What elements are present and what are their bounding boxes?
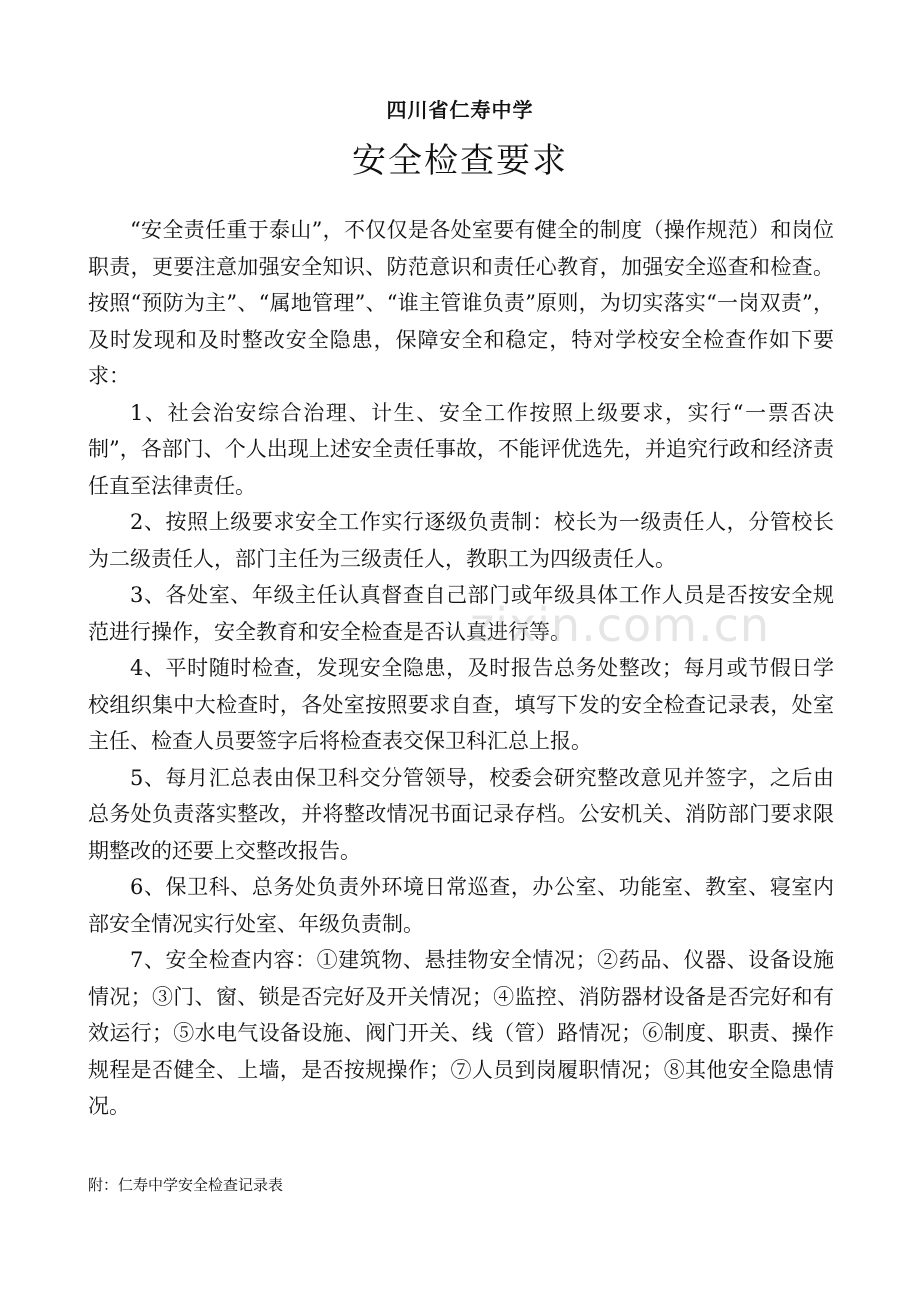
- document-title: 安全检查要求: [352, 141, 568, 181]
- requirement-item-4: 4、平时随时检查，发现安全隐患，及时报告总务处整改；每月或节假日学校组织集中大检查时，各处室按照要求自查，填写下发的安全检查记录表，处室主任、检查人员要签字后将检查表交保卫科汇总上报。: [88, 656, 834, 753]
- school-name: 四川省仁寿中学: [386, 98, 534, 122]
- document-body: [88, 212, 834, 1125]
- requirement-item-2: 2、按照上级要求安全工作实行逐级负责制：校长为一级责任人，分管校长为二级责任人，部门主任为三级责任人，教职工为四级责任人。: [88, 510, 834, 571]
- requirement-item-3: 3、各处室、年级主任认真督查自己部门或年级具体工作人员是否按安全规范进行操作，安全教育和安全检查是否认真进行等。: [88, 583, 834, 644]
- attachment-note: 附：仁寿中学安全检查记录表: [88, 1176, 284, 1194]
- requirement-item-5: 5、每月汇总表由保卫科交分管领导，校委会研究整改意见并签字，之后由总务处负责落实整改，并将整改情况书面记录存档。公安机关、消防部门要求限期整改的还要上交整改报告。: [88, 765, 834, 863]
- requirement-item-1: 1、社会治安综合治理、计生、安全工作按照上级要求，实行“一票否决制”，各部门、个人出现上述安全责任事故，不能评优选先，并追究行政和经济责任直至法律责任。: [88, 400, 834, 498]
- intro-paragraph: “安全责任重于泰山”，不仅仅是各处室要有健全的制度（操作规范）和岗位职责，更要注意加强安全知识、防范意识和责任心教育，加强安全巡查和检查。按照“预防为主”、“属地管理”、“谁主管谁负责”原则，为切实落实“一岗双责”，及时发现和及时整改安全隐患，保障安全和稳定，特对学校安全检查作如下要求：: [88, 218, 834, 388]
- requirement-item-6: 6、保卫科、总务处负责外环境日常巡查，办公室、功能室、教室、寝室内部安全情况实行处室、年级负责制。: [88, 875, 834, 936]
- requirement-item-7: 7、安全检查内容：①建筑物、悬挂物安全情况；②药品、仪器、设备设施情况；③门、窗、锁是否完好及开关情况；④监控、消防器材设备是否完好和有效运行；⑤水电气设备设施、阀门开关、线（管）路情况；⑥制度、职责、操作规程是否健全、上墙，是否按规操作；⑦人员到岗履职情况；⑧其他安全隐患情况。: [88, 948, 834, 1118]
- watermark: zixin.com.cn: [470, 598, 771, 652]
